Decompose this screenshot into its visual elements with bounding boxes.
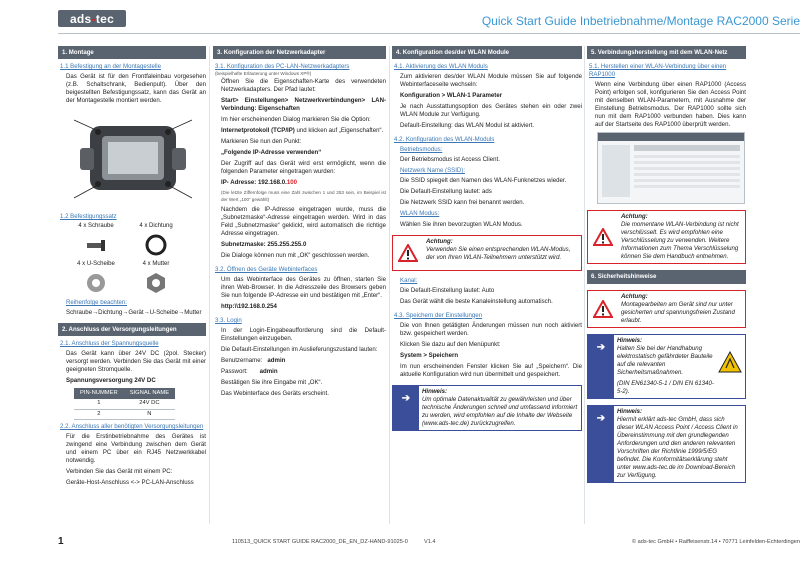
paragraph: Um das Webinterface des Gerätes zu öffnen, starten Sie ihren Web-Browser. In die Adresszeile des Browsers geben Sie nun folgende IP-Adresse ein und bestätigen mit „Enter“.: [221, 275, 386, 299]
path: Start> Einstellungen> Netzwerkverbindungen> LAN-Verbindung: Eigenschaften: [221, 97, 386, 113]
option-ip: „Folgende IP-Adresse verwenden“: [221, 149, 322, 157]
arrow-right-icon: ➔: [393, 386, 419, 430]
paragraph: Die Netzwerk SSID kann frei benannt werden.: [400, 199, 525, 207]
paragraph: Der Zugriff auf das Gerät wird erst ermöglicht, wenn die folgenden Parameter eingetragen wurden:: [221, 160, 386, 176]
paragraph: In der Login-Eingabeaufforderung sind die Default-Einstellungen einzugeben.: [221, 326, 386, 342]
paragraph: Die von Ihnen getätigten Änderungen müssen nun noch aktiviert bzw. gespeichert werden.: [400, 321, 582, 337]
label-channel: Kanal:: [400, 276, 418, 284]
hint-box: [587, 405, 746, 483]
paragraph: Das Gerät wählt die beste Kanaleinstellung automatisch.: [400, 297, 553, 305]
paragraph: Markieren Sie nun den Punkt:: [221, 138, 302, 146]
note: (Die letzte Ziffernfolge muss eine Zahl zwischen 1 und 253 sein, im Beispiel ist der Wert „100“ gewählt): [221, 190, 386, 202]
column-wlan: [392, 46, 582, 524]
signal-header: SIGNAL NAME: [124, 388, 175, 399]
hint-box: [392, 385, 582, 431]
paragraph: Klicken Sie dazu auf den Menüpunkt:: [400, 340, 501, 348]
warning-icon: [593, 228, 613, 246]
label-mode: Betriebsmodus:: [400, 146, 443, 154]
subsection-title: 1.2 Befestigungssatz: [60, 213, 117, 221]
copyright: © ads-tec GmbH • Raiffeisenstr.14 • 70771 Leinfelden-Echterdingen: [631, 539, 800, 545]
option-tcpip: Internetprotokoll (TCP/IP): [221, 127, 295, 135]
device-illustration: [68, 112, 198, 204]
subsection-title: 3.2. Öffnen des Geräte Webinterfaces: [215, 265, 318, 273]
arrow-right-icon: ➔: [588, 406, 614, 482]
paragraph: Im nun erscheinenden Fenster klicken Sie auf „Speichern“. Die aktuelle Konfiguration wird nun übermittelt und gespeichert.: [400, 362, 582, 378]
subsection-title: 2.2. Anschluss aller benötigten Versorgungsleitungen: [60, 423, 204, 431]
warning-box: [392, 235, 582, 271]
paragraph: Wenn eine Verbindung über einen RAP1000 (Access Point) erfolgen soll, konfigurieren Sie den Access Point mit denselben WLAN-Parametern, mit Ausnahme der Einstellung Betriebsmodus. Der RAP1000 sollte sich nun mit dem RAP1000 verbunden haben. Dies kann auf der Startseite des RAP1000 überprüft werden.: [595, 81, 746, 129]
column-divider: [209, 46, 210, 524]
subsection-title: 3.3. Login: [215, 316, 242, 324]
paragraph: Die Dialoge können nun mit „OK“ geschlossen werden.: [221, 251, 370, 259]
warning-icon: [398, 244, 418, 262]
column-divider: [584, 46, 585, 524]
subsection-title: 1.1 Befestigung an der Montagestelle: [60, 63, 161, 71]
page-number: 1: [58, 536, 64, 547]
subsection-title: 5.1. Herstellen einer WLAN-Verbindung über einen RAP1000: [589, 63, 727, 79]
version: V1.4: [424, 539, 436, 545]
warning-title: Achtung:: [426, 237, 453, 245]
hint-text: Halten Sie bei der Handhabung elektrostatisch gefährdeter Bauteile auf die relevanten Sicherheitsmaßnahmen.: [617, 344, 713, 376]
paragraph: Nachdem die IP-Adresse eingetragen wurde, muss die „Subnetzmaske“-Adresse eingetragen werden. Wird in das Feld „Subnetzmaske“ geklickt, wird automatisch die richtige Adresse eingetragen.: [221, 205, 386, 237]
section-header-connection: 5. Verbindungsherstellung mit dem WLAN-Netz: [587, 46, 746, 59]
warning-title: Achtung:: [621, 292, 648, 300]
paragraph: Je nach Ausstattungsoption des Gerätes stehen ein oder zwei WLAN Module zur Verfügung.: [400, 103, 582, 119]
table-row: 2 N: [74, 409, 175, 420]
washer-icon: [83, 270, 109, 296]
paragraph: Verbinden Sie das Gerät mit einem PC:: [66, 468, 173, 476]
document-id: 110513_QUICK START GUIDE RAC2000_DE_EN_DZ-HAND-91025-0: [232, 539, 408, 545]
order-sequence: Schraube→Dichtung→Gerät→U-Scheibe→Mutter: [66, 309, 202, 317]
username-label: Benutzername:: [221, 357, 263, 365]
paragraph: und klicken auf „Eigenschaften“.: [294, 127, 384, 135]
supply-title: Spannungsversorgung 24V DC: [66, 377, 156, 385]
warning-icon: [593, 300, 613, 318]
warning-box: [587, 290, 746, 328]
column-divider: [389, 46, 390, 524]
label-ssid: Netzwerk Name (SSID):: [400, 167, 466, 175]
nut-icon: [143, 270, 169, 296]
warning-text: Die momentane WLAN-Verbindung ist nicht verschlüsselt. Es wird empfohlen eine Verschlüsselung zu verwenden. Weitere Informationen zum Thema Verschlüsselung können Sie dem Handbuch entnehmen.: [621, 221, 739, 261]
part-seal: 4 x Dichtung: [126, 223, 186, 259]
menu-path: Konfiguration > WLAN-1 Parameter: [400, 92, 503, 100]
paragraph: Default-Einstellung: das WLAN Modul ist aktiviert.: [400, 122, 535, 130]
menu-path: System > Speichern: [400, 351, 459, 359]
paragraph: Im hier erscheinenden Dialog markieren Sie die Option:: [221, 116, 371, 124]
part-washer: 4 x U-Scheibe: [66, 261, 126, 297]
paragraph: Wählen Sie ihren bevorzugten WLAN Modus.: [400, 220, 523, 228]
subsection-title: 4.3. Speichern der Einstellungen: [394, 311, 483, 319]
fixing-kit-grid: [66, 223, 186, 297]
screw-icon: [83, 232, 109, 258]
part-screw: 4 x Schraube: [66, 223, 126, 259]
paragraph: Bestätigen Sie ihre Eingabe mit „OK“.: [221, 379, 323, 387]
paragraph: Das Webinterface des Geräts erscheint.: [221, 390, 329, 398]
order-title: Reihenfolge beachten:: [66, 299, 127, 307]
paragraph: Geräte-Host-Anschluss <-> PC-LAN-Anschluss: [66, 479, 194, 487]
hint-norm: (DIN EN61340-5-1 / DIN EN 61340-5-2).: [617, 379, 714, 395]
hint-title: Hinweis:: [617, 407, 643, 415]
subsection-title: 3.1. Konfiguration des PC-LAN-Netzwerkadapters: [215, 63, 350, 71]
warning-text: Montagearbeiten am Gerät sind nur unter gesicherten und spannungsfreien Zustand erlaubt.: [621, 300, 735, 324]
password-label: Passwort:: [221, 368, 248, 376]
column-montage: [58, 46, 206, 524]
paragraph: Die Default-Einstellung lautet: Auto: [400, 286, 495, 294]
paragraph: Die Default-Einstellung lautet: ads: [400, 188, 492, 196]
paragraph: Zum aktivieren des/der WLAN Module müssen Sie auf folgende Webinterfaceseite wechseln:: [400, 73, 582, 89]
paragraph: Das Gerät kann über 24V DC (2pol. Stecker) versorgt werden. Verbinden Sie das Gerät mit einer geeigneten Stromquelle.: [66, 350, 206, 374]
part-nut: 4 x Mutter: [126, 261, 186, 297]
section-header-safety: 6. Sicherheitshinweise: [587, 270, 746, 283]
section-header-wlan: 4. Konfiguration des/der WLAN Module: [392, 46, 582, 59]
arrow-right-icon: ➔: [588, 335, 614, 398]
device-url: http:\\192.168.0.254: [221, 302, 277, 310]
warning-text: Verwenden Sie einen entsprechenden WLAN-Modus, der von Ihren WLAN-Teilnehmern unterstützt wird.: [426, 245, 571, 261]
note: (beispielhafte Erläuterung unter Windows XP®): [215, 71, 312, 77]
column-network: [213, 46, 386, 524]
section-header-montage: 1. Montage: [58, 46, 206, 59]
paragraph: Das Gerät ist für den Frontfaleinbau vorgesehen (z.B. Schaltschrank, Bedienpult). Über den beigestellten Befestigungssatz, kann das Gerät an der Montagestelle montiert werden.: [66, 73, 206, 105]
warning-title: Achtung:: [621, 213, 648, 221]
column-connection: [587, 46, 746, 524]
rap1000-screenshot: [597, 132, 745, 204]
pin-header: PIN-NUMMER: [74, 388, 124, 399]
hint-text: Hiermit erklärt ads-tec GmbH, dass sich dieser WLAN Access Point / Access Client in Übereinstimmung mit den grundlegenden Anforderungen und den anderen relevanten Vorschriften der Richtlinie 1999/5/EG befindet. Die Konformitätserklärung steht unter www.ads-tec.de im Download-Bereich zur Verfügung.: [617, 415, 738, 480]
ip-suffix: 100: [286, 179, 298, 187]
section-header-network: 3. Konfiguration der Netzwerkadapter: [213, 46, 386, 59]
subnet-mask: Subnetzmaske: 255.255.255.0: [221, 240, 307, 248]
paragraph: Für die Erstinbetriebnahme des Gerätes ist zwingend eine Verbindung zwischen dem Gerät und einem PC über ein RJ45 Netzwerkkabel notwendig.: [66, 433, 206, 465]
label-wlan-mode: WLAN Modus:: [400, 210, 440, 218]
adstec-logo: ads - tec: [58, 10, 126, 27]
paragraph: Öffnen Sie die Eigenschaften-Karte des verwendeten Netzwerkadapters. Der Pfad lautet:: [221, 78, 386, 94]
subsection-title: 4.1. Aktivierung des WLAN Moduls: [394, 63, 488, 71]
section-header-power: 2. Anschluss der Versorgungsleitungen: [58, 323, 206, 336]
subsection-title: 2.1. Anschluss der Spannungsquelle: [60, 340, 159, 348]
hint-title: Hinweis:: [617, 336, 643, 344]
pin-table: [74, 388, 175, 420]
hint-box: [587, 334, 746, 399]
paragraph: Die Default-Einstellungen im Auslieferungszustand lauten:: [221, 346, 378, 354]
username-value: admin: [267, 357, 286, 365]
page-title: Quick Start Guide Inbetriebnahme/Montage RAC2000 Serie: [481, 14, 800, 28]
seal-icon: [143, 232, 169, 258]
warning-box: [587, 210, 746, 264]
esd-warning-icon: [718, 351, 742, 373]
hint-text: Um optimale Datenaktualität zu gewährleisten und über technische Änderungen schnell und umfassend informiert zu werden, wird empfohlen auf die Inhalte der Webseite (www.ads-tec.de) zurückzugreifen.: [422, 395, 578, 427]
password-value: admin: [259, 368, 278, 376]
subsection-title: 4.2. Konfiguration des WLAN-Moduls: [394, 136, 495, 144]
table-row: 1 24V DC: [74, 399, 175, 409]
paragraph: Die SSID spiegelt den Namen des WLAN-Funknetzes wieder.: [400, 177, 567, 185]
top-divider: [58, 33, 800, 34]
ip-address: IP- Adresse: 192.168.0.: [221, 179, 287, 187]
hint-title: Hinweis:: [422, 387, 448, 395]
paragraph: Der Betriebsmodus ist Access Client.: [400, 156, 500, 164]
